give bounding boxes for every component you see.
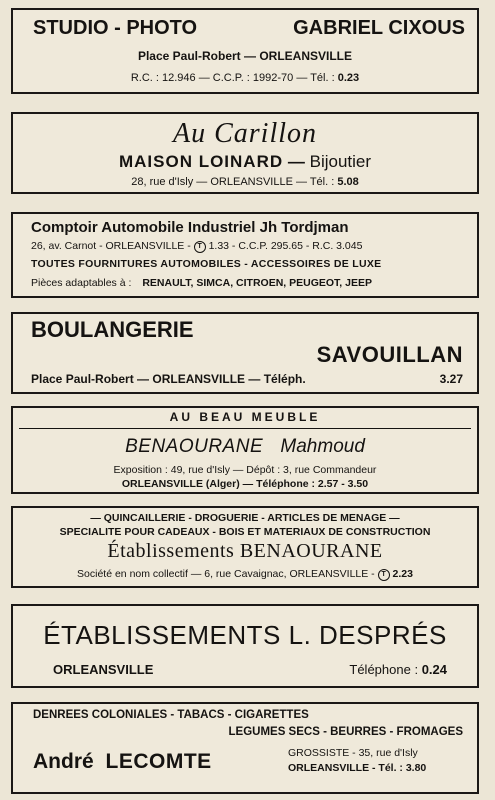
ad-contact-label: R.C. : 12.946 — C.C.P. : 1992-70 — Tél. : — [130, 72, 335, 84]
ad-contact-label: Société en nom collectif — 6, rue Cavaignac, ORLEANSVILLE - — [77, 568, 375, 580]
telephone-icon: T — [378, 569, 390, 581]
ad-phone-value: 0.23 — [337, 72, 360, 84]
ad-products-secondary: LEGUMES SECS - BEURRES - FROMAGES — [228, 726, 463, 738]
ad-contact — [13, 72, 477, 84]
ad-title-right: GABRIEL CIXOUS — [293, 17, 465, 39]
ad-phone-label: Téléphone : — [349, 662, 419, 677]
ad-boulangerie — [11, 312, 479, 394]
ad-title — [33, 17, 465, 40]
ad-trade: Bijoutier — [309, 152, 372, 171]
ad-etablissements-despres — [11, 604, 479, 688]
ad-city: ORLEANSVILLE — [53, 662, 154, 677]
ad-title: ÉTABLISSEMENTS L. DESPRÉS — [43, 620, 447, 650]
ad-studio-photo — [11, 8, 479, 94]
ad-phone-value: 2.23 — [392, 568, 413, 580]
header-rule — [19, 428, 471, 429]
ad-title: Établissements BENAOURANE — [107, 540, 383, 562]
ad-products: DENREES COLONIALES - TABACS - CIGARETTES — [33, 709, 309, 721]
ad-products: — QUINCAILLERIE - DROGUERIE - ARTICLES DE MENAGE — — [90, 512, 400, 524]
ad-brands-label: Pièces adaptables à : — [31, 277, 132, 289]
ad-specialty: SPECIALITE POUR CADEAUX - BOIS ET MATERIAUX DE CONSTRUCTION — [59, 526, 431, 538]
ad-phone-value: 3.27 — [439, 372, 463, 386]
ad-brands: RENAULT, SIMCA, CITROEN, PEUGEOT, JEEP — [142, 277, 372, 289]
ad-role: GROSSISTE - 35, rue d'Isly — [288, 747, 418, 759]
ad-title-left: STUDIO - PHOTO — [33, 17, 198, 39]
ad-title: Comptoir Automobile Industriel Jh Tordjman — [31, 219, 349, 236]
ad-title-primary: BOULANGERIE — [31, 317, 194, 342]
ad-contact-label: Place Paul-Robert — ORLEANSVILLE — Téléph. — [31, 372, 306, 386]
ad-address: Exposition : 49, rue d'Isly — Dépôt : 3, rue Commandeur — [113, 464, 377, 476]
ad-brands-line — [31, 277, 477, 289]
ad-contact-label: 28, rue d'Isly — ORLEANSVILLE — Tél. : — [131, 176, 335, 188]
ad-title-secondary: SAVOUILLAN — [316, 342, 463, 367]
ad-contact: ORLEANSVILLE - Tél. : 3.80 — [288, 762, 427, 774]
ad-etablissements-benaourane — [11, 506, 479, 588]
ad-phone-value: 5.08 — [337, 176, 359, 188]
ad-contact — [53, 662, 447, 677]
ad-phone-value: 0.24 — [421, 662, 447, 677]
ad-address: Place Paul-Robert — ORLEANSVILLE — [137, 49, 353, 63]
ad-name: MAISON LOINARD — [118, 152, 284, 171]
ad-name-last: Mahmoud — [280, 436, 365, 457]
ad-name-first: BENAOURANE — [125, 436, 264, 457]
ad-name-separator: — — [287, 152, 305, 171]
ad-au-beau-meuble — [11, 406, 479, 494]
ad-contact — [13, 568, 477, 581]
ad-au-carillon — [11, 112, 479, 194]
ad-contact — [31, 372, 463, 386]
ad-andre-lecomte — [11, 702, 479, 794]
ad-name-last: LECOMTE — [105, 750, 212, 773]
ad-address-right: 1.33 - C.C.P. 295.65 - R.C. 3.045 — [208, 240, 363, 252]
ad-comptoir-automobile — [11, 212, 479, 298]
ad-contact: ORLEANSVILLE (Alger) — Téléphone : 2.57 - 3.50 — [121, 478, 369, 490]
ad-address — [31, 240, 477, 253]
ad-header: AU BEAU MEUBLE — [169, 410, 321, 424]
ad-script-title: Au Carillon — [172, 118, 317, 149]
ad-contact — [13, 176, 477, 188]
ad-services: TOUTES FOURNITURES AUTOMOBILES - ACCESSOIRES DE LUXE — [31, 258, 382, 270]
telephone-icon: T — [194, 241, 206, 253]
ad-name-first: André — [33, 750, 94, 773]
ad-business-name — [13, 152, 477, 172]
ad-address-left: 26, av. Carnot - ORLEANSVILLE - — [31, 240, 191, 252]
ad-business-name — [13, 436, 477, 458]
